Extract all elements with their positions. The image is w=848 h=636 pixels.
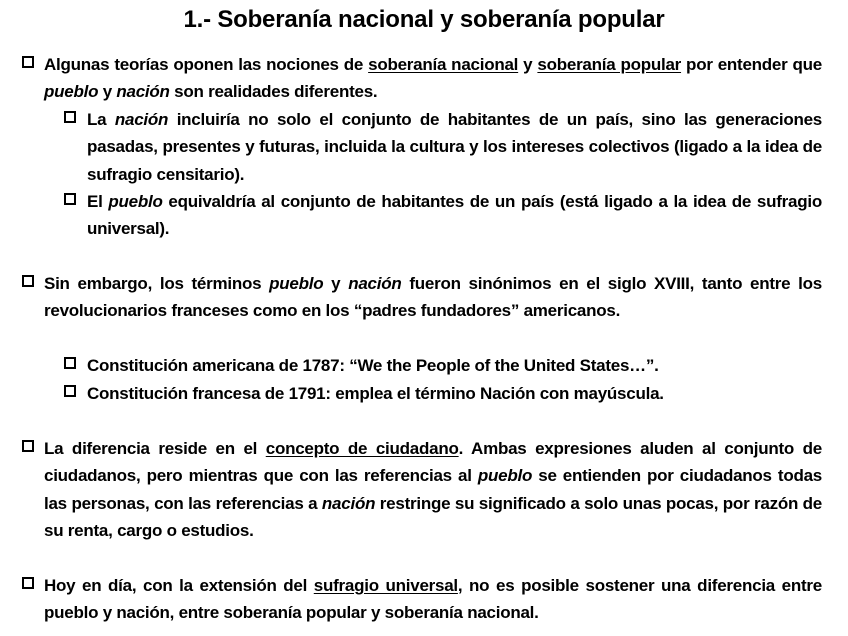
- checkbox-bullet-icon: [64, 193, 76, 205]
- italic-term: pueblo: [477, 466, 533, 486]
- italic-term: nación: [114, 110, 169, 129]
- bullet-item: [22, 572, 822, 627]
- checkbox-bullet-icon: [64, 385, 76, 397]
- italic-term: pueblo: [44, 82, 99, 102]
- bullet-text: Constitución francesa de 1791: emplea el término Nación con mayúscula.: [87, 384, 664, 403]
- italic-term: nación: [116, 82, 170, 102]
- checkbox-bullet-icon: [64, 357, 76, 369]
- italic-term: nación: [348, 274, 402, 293]
- bullet-item: [22, 270, 822, 325]
- checkbox-bullet-icon: [22, 56, 34, 68]
- sub-bullet-item: [64, 380, 822, 407]
- bullet-text: Algunas teorías oponen las nociones de soberanía nacional y soberanía popular por entender que pueblo y nación son realidades diferentes.: [44, 55, 822, 102]
- underlined-term: sufragio universal: [313, 576, 458, 595]
- checkbox-bullet-icon: [22, 577, 34, 589]
- underlined-term: soberanía popular: [537, 55, 682, 74]
- sub-bullet-item: [64, 352, 822, 379]
- bullet-text: Sin embargo, los términos pueblo y nación fueron sinónimos en el siglo XVIII, tanto entre los revolucionarios franceses como en los “padres fundadores” americanos.: [44, 274, 822, 321]
- bullet-text: El pueblo equivaldría al conjunto de habitantes de un país (está ligado a la idea de sufragio universal).: [87, 192, 822, 239]
- underlined-term: concepto de ciudadano: [265, 439, 459, 458]
- underlined-term: soberanía nacional: [368, 55, 519, 74]
- sub-bullet-item: [64, 106, 822, 188]
- checkbox-bullet-icon: [22, 440, 34, 452]
- italic-term: nación: [321, 493, 376, 513]
- checkbox-bullet-icon: [64, 111, 76, 123]
- italic-term: pueblo: [108, 192, 163, 211]
- bullet-item: [22, 435, 822, 544]
- italic-term: pueblo: [269, 274, 324, 293]
- bullet-text: Constitución americana de 1787: “We the People of the United States…”.: [87, 356, 659, 375]
- bullet-item: [22, 51, 822, 106]
- slide-title: 1.- Soberanía nacional y soberanía popular: [183, 6, 665, 33]
- bullet-text: La diferencia reside en el concepto de ciudadano. Ambas expresiones aluden al conjunto de ciudadanos, pero mientras que con las referencias al pueblo se entienden por ciudadanos todas las personas, con las referencias a nación restringe su significado a solo unas pocas, por razón de su renta, cargo o estudios.: [44, 439, 823, 540]
- bullet-text: La nación incluiría no solo el conjunto de habitantes de un país, sino las generaciones pasadas, presentes y futuras, incluida la cultura y los intereses colectivos (ligado a la idea de sufragio censitario).: [87, 110, 823, 184]
- sub-bullet-item: [64, 188, 822, 243]
- checkbox-bullet-icon: [22, 275, 34, 287]
- bullet-text: Hoy en día, con la extensión del sufragio universal, no es posible sostener una diferencia entre pueblo y nación, entre soberanía popular y soberanía nacional.: [44, 576, 822, 623]
